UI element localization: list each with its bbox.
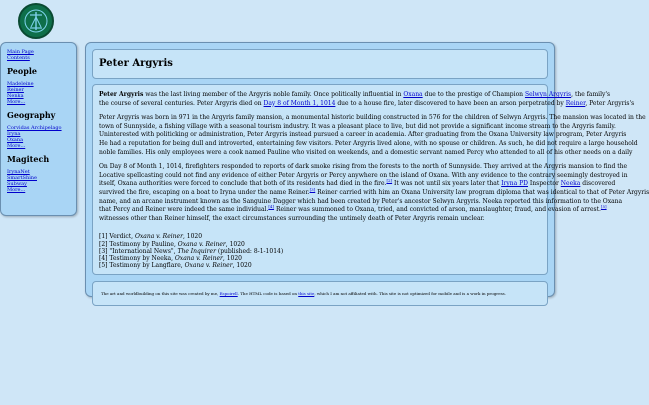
death-text: Reiner carried with him an Oxana University law program diploma that was identical to that of Peter Argyris — [315, 188, 649, 196]
citation-5[interactable]: [5] — [600, 204, 607, 210]
death-text: discovered — [580, 180, 616, 188]
sidebar-item-magitech-more[interactable]: More... — [7, 187, 26, 193]
intro-text: due to the prestige of Champion — [422, 91, 525, 98]
sidebar-item-corvidas-archipelago[interactable]: Corvidas Archipelago — [7, 125, 62, 131]
sidebar-item-subway[interactable]: Subway — [7, 181, 27, 187]
intro-text: , the family's — [571, 91, 611, 98]
footer-text: . The HTML code is based on — [237, 291, 299, 297]
citation-4[interactable]: [4] — [268, 204, 275, 210]
references-list — [99, 233, 541, 269]
death-text: itself, Oxana authorities were forced to conclude that both of its residents had died in the fire. — [99, 180, 387, 188]
intro-text: the course of several centuries. Peter Argyris died on — [99, 99, 264, 107]
sidebar-item-smartshine[interactable]: SmartShine — [7, 175, 37, 181]
bio-line: Uninterested with politicking or administration, Peter Argyris instead pursued a career in academia. After graduating from the Oxana University law program, Peter Argyris — [99, 131, 627, 139]
biography-paragraph — [99, 114, 646, 157]
sidebar-item-people-more[interactable]: More... — [7, 99, 26, 105]
title-box — [92, 49, 548, 79]
site-logo[interactable] — [18, 3, 54, 39]
citation-3[interactable]: [3] — [309, 186, 316, 192]
link-oxana[interactable]: Oxana — [403, 91, 423, 98]
death-text: name, and an arcane instrument known as the Sanguine Dagger which had been created by Peter's ancestor Selwyn Argyris. Neeka reported this information to the Oxana — [99, 197, 623, 205]
sidebar-link-contents[interactable]: Contents — [7, 55, 30, 61]
sidebar-item-madeleine[interactable]: Madeleine — [7, 81, 34, 87]
link-selwyn-argyris[interactable]: Selwyn Argyris — [524, 91, 572, 98]
footer-link-this-site[interactable]: this site — [298, 291, 315, 297]
sidebar-item-oxana[interactable]: Oxana — [7, 137, 24, 143]
bio-line: noble families. His only employees were a cook named Pauline who visited on weekends, and a domestic servant named Percy who attended to all of his other needs on a daily — [99, 148, 633, 156]
death-text: that Percy and Reiner were indeed the same individual. — [99, 206, 269, 214]
intro-text: was the last living member of the Argyris noble family. Once politically influential in — [143, 91, 404, 98]
sidebar-heading-people: People — [7, 66, 37, 76]
footer — [92, 281, 548, 306]
death-text: On Day 8 of Month 1, 1014, firefighters responded to reports of dark smoke rising from the forests to the north of Sunnyside. They arrived at the Argyris mansion to find the — [99, 163, 628, 171]
intro-text: due to a house fire, later discovered to have been an arson perpetrated by — [335, 99, 566, 107]
sidebar-link-main-page[interactable]: Main Page — [7, 49, 34, 55]
death-text: Reiner was summoned to Oxana, tried, and convicted of arson, manslaughter, fraud, and evasion of arrest. — [274, 206, 601, 214]
sidebar — [0, 42, 77, 216]
subject-name: Peter Argyris — [99, 91, 144, 98]
bio-line: Peter Argyris was born in 971 in the Argyris family mansion, a monumental historic building constructed in 576 for the children of Selwyn Argyris. The mansion was located in the — [99, 114, 646, 122]
reference-item: [3] "International News", The Inquirer (published: 8-1-1014) — [99, 247, 284, 255]
article-content — [92, 84, 649, 275]
sidebar-item-geography-more[interactable]: More... — [7, 143, 26, 149]
page-title: Peter Argyris — [99, 58, 173, 69]
death-text: Locative spellcasting could not find any evidence of either Peter Argyris or Percy anywhere on the island of Oxana. With any evidence to the contrary seemingly destroyed in — [99, 171, 628, 179]
reference-item: [1] Verdict, Oxana v. Reiner, 1020 — [99, 233, 203, 241]
footer-text: , which I am not affiliated with. This site is not optimized for mobile and is a work in progress. — [314, 291, 506, 297]
link-reiner[interactable]: Reiner — [565, 99, 586, 107]
footer-text: The art and worldbuilding on this site was created by me, — [101, 291, 220, 297]
death-text: survived the fire, escaping on a boat to Iryna under the name Reiner. — [99, 188, 310, 196]
intro-text: , Peter Argyris's — [585, 99, 635, 107]
reference-item: [2] Testimony by Pauline, Oxana v. Reiner, 1020 — [99, 240, 245, 248]
sidebar-item-iryna[interactable]: Iryna — [7, 131, 21, 137]
link-neeka[interactable]: Neeka — [560, 180, 581, 188]
sidebar-heading-geography: Geography — [7, 110, 56, 120]
bio-line: town of Sunnyside, a fishing village with a seasonal tourism industry. It was a pleasant place to live, but did not provide a significant income stream to the Argyris family. — [99, 122, 616, 130]
bio-line: He had a reputation for being dull and introverted, entertaining few visitors. Peter Argyris lived alone, with no spouse or children. As such, he did not require a large household — [99, 139, 638, 147]
main-panel — [85, 42, 649, 297]
reference-item: [5] Testimony by Langflare, Oxana v. Reiner, 1020 — [99, 262, 252, 270]
intro-paragraph — [99, 91, 635, 108]
citation-2[interactable]: [2] — [386, 178, 393, 184]
reference-item: [4] Testimony by Neeka, Oxana v. Reiner, 1020 — [99, 254, 242, 262]
death-text: Inspector — [527, 180, 561, 188]
death-text: witnesses other than Reiner himself, the exact circumstances surrounding the untimely death of Peter Argyris remain unclear. — [99, 214, 485, 222]
sidebar-item-reiner[interactable]: Reiner — [7, 87, 24, 93]
link-iryna-pd[interactable]: Iryna PD — [501, 180, 528, 188]
death-text: It was not until six years later that — [392, 180, 502, 188]
footer-link-espoirell[interactable]: Espoirell — [219, 291, 238, 297]
sidebar-item-irynanet[interactable]: IrynaNet — [7, 169, 30, 175]
sidebar-item-nenka[interactable]: Nenka — [7, 93, 24, 99]
death-paragraph — [99, 163, 649, 223]
tree-sigil-icon — [24, 9, 48, 33]
sidebar-heading-magitech: Magitech — [7, 154, 50, 164]
link-death-date[interactable]: Day 8 of Month 1, 1014 — [263, 99, 336, 107]
